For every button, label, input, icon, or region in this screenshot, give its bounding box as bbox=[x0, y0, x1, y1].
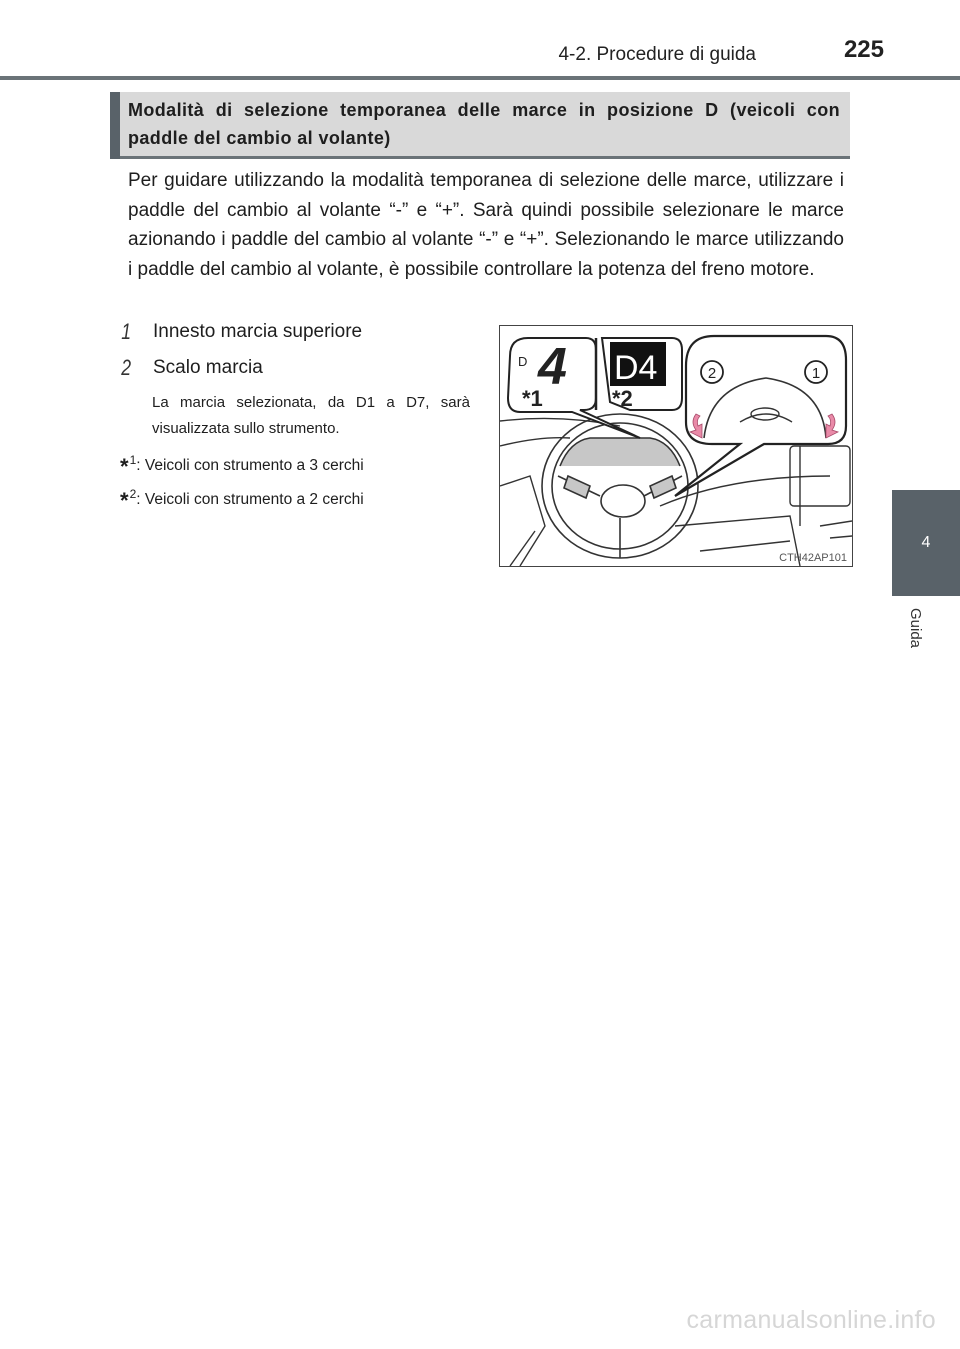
label-star-2: *2 bbox=[612, 386, 633, 411]
intro-paragraph: Per guidare utilizzando la modalità temporanea di selezione delle marce, utilizzare i paddle del cambio al volante “-” e “+”. Sarà quindi possibile selezionare le marce azionando i paddle del cambio al volante “-” e “+”. Selezionando le marce utilizzando i paddle del cambio al volante, è possibile controllare la potenza del freno motore. bbox=[128, 170, 844, 280]
page-number: 225 bbox=[843, 36, 884, 63]
footnote-1 bbox=[120, 450, 364, 479]
watermark: carmanualsonline.info bbox=[686, 1306, 936, 1334]
step-label-2: Scalo marcia bbox=[153, 357, 263, 378]
paddle-detail-callout bbox=[675, 336, 846, 496]
footnote-text: : Veicoli con strumento a 3 cerchi bbox=[136, 457, 364, 474]
footnote-marker: * bbox=[120, 454, 129, 479]
display-large-gear: 4 bbox=[538, 338, 567, 396]
callout-number-2: 2 bbox=[707, 365, 717, 382]
footnote-index: 2 bbox=[129, 486, 137, 501]
section-heading-bar bbox=[110, 92, 120, 159]
steering-wheel-icon bbox=[542, 414, 698, 558]
display-small-gear: D bbox=[518, 354, 528, 369]
footnote-text: : Veicoli con strumento a 2 cerchi bbox=[136, 491, 364, 508]
figure-code: CTH42AP101 bbox=[779, 552, 847, 564]
footnote-index: 1 bbox=[129, 452, 137, 467]
label-star-1: *1 bbox=[522, 386, 543, 411]
callout-number-1: 1 bbox=[811, 365, 821, 382]
running-header: 4-2. Procedure di guida bbox=[558, 44, 756, 65]
chapter-label: Guida bbox=[907, 608, 924, 649]
paddle-shifter-illustration bbox=[499, 325, 853, 567]
display-2-circles-gear: D4 bbox=[614, 349, 658, 387]
section-heading-box bbox=[110, 92, 850, 159]
display-2-circles-callout bbox=[596, 338, 682, 411]
header-rule bbox=[0, 76, 960, 80]
chapter-tab bbox=[892, 490, 960, 596]
step-number-2: 2 bbox=[121, 355, 131, 380]
chapter-number: 4 bbox=[921, 534, 931, 551]
step-label-1: Innesto marcia superiore bbox=[153, 321, 363, 342]
cockpit-drawing bbox=[500, 326, 852, 566]
footnote-marker: * bbox=[120, 488, 129, 513]
step-number-1: 1 bbox=[121, 319, 131, 344]
gear-display-note: La marcia selezionata, da D1 a D7, sarà visualizzata sullo strumento. bbox=[152, 394, 470, 437]
footnote-2 bbox=[120, 484, 364, 513]
section-title: Modalità di selezione temporanea delle marce in posizione D (veicoli con paddle del cambio al volante) bbox=[128, 100, 840, 148]
